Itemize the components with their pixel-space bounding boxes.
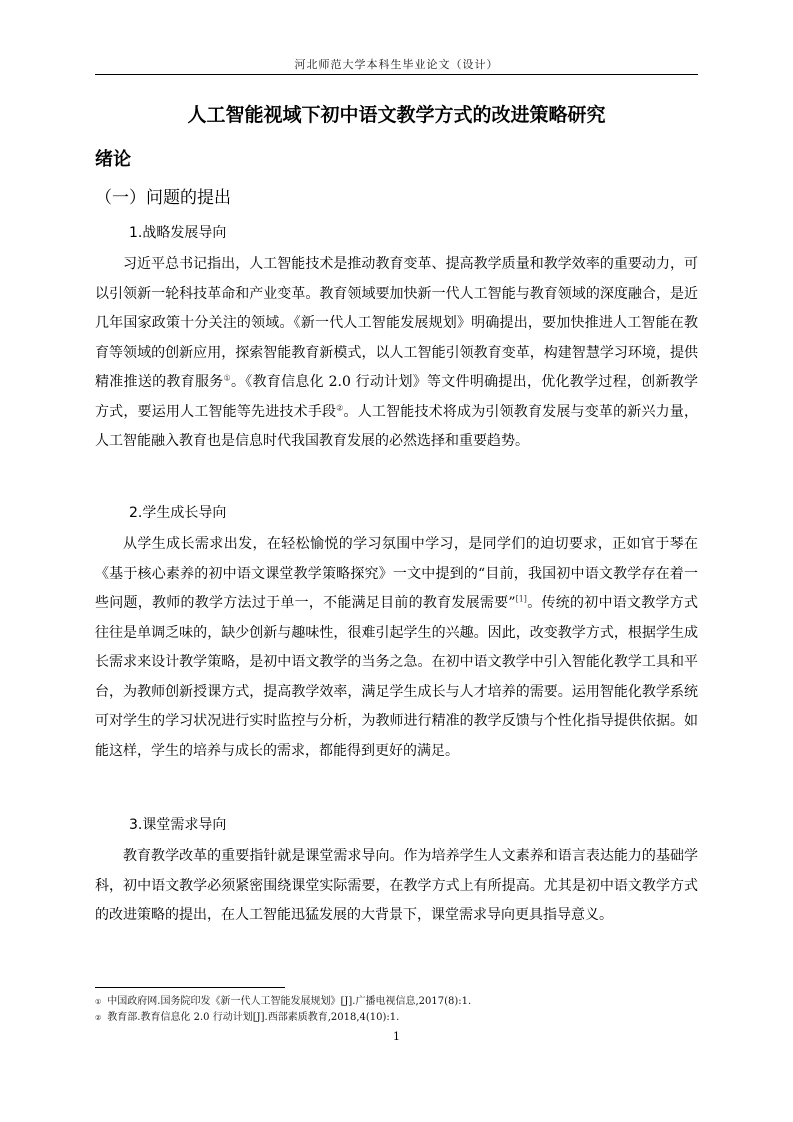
running-header: 河北师范大学本科生毕业论文（设计） (294, 58, 499, 71)
paper-title: 人工智能视域下初中语文教学方式的改进策略研究 (187, 104, 606, 126)
paragraph-strategy: 习近平总书记指出，人工智能技术是推动教育变革、提高教学质量和教学效率的重要动力，可以引领新一轮科技革命和产业变革。教育领域要加快新一代人工智能与教育领域的深度融合，是近几年国家政策十分关注的领域。《新一代人工智能发展规划》明确提出，要加快推进人工智能在教育等领域的创新应用，探索智能教育新模式，以人工智能引领教育变革，构建智慧学习环境，提供精准推送的教育服务①。《教育信息化 2.0 行动计划》等文件明确提出，优化教学过程，创新教学方式，要运用人工智能等先进技术手段②。人工智能技术将成为引领教育发展与变革的新兴力量，人工智能融入教育也是信息时代我国教育发展的必然选择和重要趋势。 (95, 256, 699, 449)
item-heading-classroom: 3.课堂需求导向 (129, 817, 227, 833)
footnote-rule (95, 987, 285, 988)
item-heading-strategy: 1.战略发展导向 (129, 225, 227, 241)
section-heading: 绪论 (95, 149, 131, 170)
footnote-ref-1[interactable]: ① (223, 373, 231, 383)
paragraph-classroom: 教育教学改革的重要指针就是课堂需求导向。作为培养学生人文素养和语言表达能力的基础学科，初中语文教学必须紧密围绕课堂实际需要，在教学方式上有所提高。尤其是初中语文教学方式的改进策略的提出，在人工智能迅猛发展的大背景下，课堂需求导向更具指导意义。 (95, 848, 698, 923)
footnote-2: ② 教育部.教育信息化 2.0 行动计划[J].西部素质教育,2018,4(10):1. (95, 1012, 400, 1023)
header-rule (95, 74, 698, 75)
paragraph-student: 从学生成长需求出发，在轻松愉悦的学习氛围中学习，是同学们的迫切要求，正如官于琴在《基于核心素养的初中语文课堂教学策略探究》一文中提到的“目前，我国初中语文教学存在着一些问题，教师的教学方法过于单一，不能满足目前的教育发展需要”[1]。传统的初中语文教学方式往往是单调乏味的，缺少创新与趣味性，很难引起学生的兴趣。因此，改变教学方式，根据学生成长需求来设计教学策略，是初中语文教学的当务之急。在初中语文教学中引入智能化教学工具和平台，为教师创新授课方式，提高教学效率，满足学生成长与人才培养的需要。运用智能化教学系统可对学生的学习状况进行实时监控与分析，为教师进行精准的教学反馈与个性化指导提供依据。如能这样，学生的培养与成长的需求，都能得到更好的满足。 (95, 536, 699, 759)
footnote-ref-2[interactable]: ② (336, 402, 344, 412)
page-number: 1 (393, 1030, 400, 1043)
footnote-1: ① 中国政府网.国务院印发《新一代人工智能发展规划》[J].广播电视信息,2017(8):1. (95, 996, 472, 1007)
subsection-heading: （一）问题的提出 (95, 188, 231, 208)
citation-ref-1[interactable]: [1] (515, 594, 527, 604)
item-heading-student: 2.学生成长导向 (129, 505, 227, 521)
